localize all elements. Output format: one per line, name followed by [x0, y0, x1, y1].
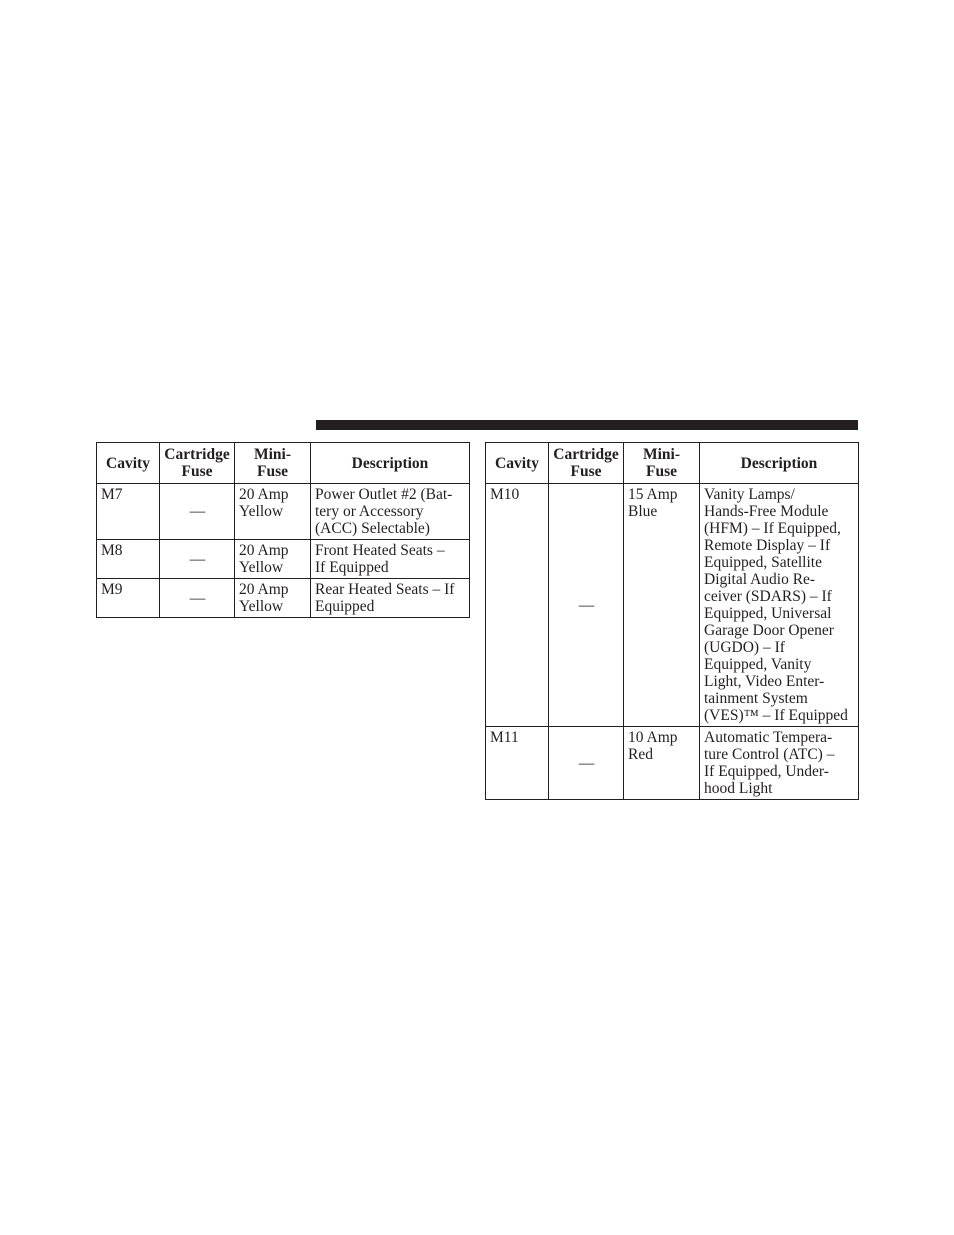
mini-fuse-cell: 20 Amp Yellow — [235, 540, 311, 579]
fuse-table-left — [96, 442, 470, 618]
mini-fuse-cell: 10 Amp Red — [624, 727, 700, 800]
cartridge-fuse-cell: — — [160, 484, 235, 540]
section-header-rule — [316, 420, 858, 430]
mini-fuse-cell: 20 Amp Yellow — [235, 484, 311, 540]
header-description: Description — [700, 443, 859, 484]
cavity-cell: M10 — [486, 484, 549, 727]
description-cell: Rear Heated Seats – If Equipped — [311, 579, 470, 618]
cavity-cell: M8 — [97, 540, 160, 579]
table-row — [97, 484, 470, 540]
header-cavity: Cavity — [97, 443, 160, 484]
header-cartridge-fuse: Cartridge Fuse — [160, 443, 235, 484]
fuse-table-right — [485, 442, 859, 800]
table-row — [97, 579, 470, 618]
table-row — [97, 540, 470, 579]
description-cell: Power Outlet #2 (Bat- tery or Accessory (ACC) Selectable) — [311, 484, 470, 540]
mini-fuse-cell: 15 Amp Blue — [624, 484, 700, 727]
header-mini-fuse: Mini- Fuse — [624, 443, 700, 484]
cartridge-fuse-cell: — — [160, 579, 235, 618]
header-cavity: Cavity — [486, 443, 549, 484]
cavity-cell: M9 — [97, 579, 160, 618]
description-cell: Automatic Tempera- ture Control (ATC) – If Equipped, Under- hood Light — [700, 727, 859, 800]
table-row — [486, 727, 859, 800]
cartridge-fuse-cell: — — [160, 540, 235, 579]
cartridge-fuse-cell: — — [549, 484, 624, 727]
header-mini-fuse: Mini- Fuse — [235, 443, 311, 484]
header-description: Description — [311, 443, 470, 484]
description-cell: Front Heated Seats – If Equipped — [311, 540, 470, 579]
table-header-row — [97, 443, 470, 484]
cavity-cell: M7 — [97, 484, 160, 540]
header-cartridge-fuse: Cartridge Fuse — [549, 443, 624, 484]
mini-fuse-cell: 20 Amp Yellow — [235, 579, 311, 618]
table-header-row — [486, 443, 859, 484]
cavity-cell: M11 — [486, 727, 549, 800]
cartridge-fuse-cell: — — [549, 727, 624, 800]
table-row — [486, 484, 859, 727]
description-cell: Vanity Lamps/ Hands-Free Module (HFM) – If Equipped, Remote Display – If Equipped, Satellite Digital Audio Re- ceiver (SDARS) – If Equipped, Universal Garage Door Opener (UGDO) – If Equipped, Vanity Light, Video Enter- tainment System (VES)™ – If Equipped — [700, 484, 859, 727]
